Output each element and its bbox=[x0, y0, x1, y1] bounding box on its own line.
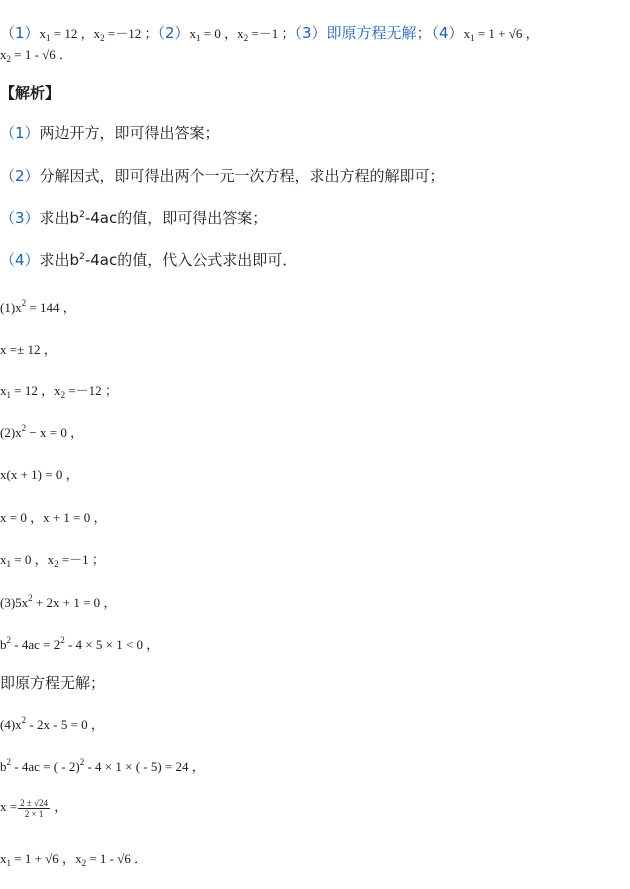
quadratic-fraction: $\frac{2 \pm √24}{2 \times 1}$ bbox=[20, 797, 48, 819]
solution-line-7: $x_1 = 0$ ，$x_2 =-1$ ； bbox=[0, 552, 105, 569]
solution-line-3: $x_1 = 12$ ，$x_2 =-12$ ； bbox=[0, 383, 118, 400]
analysis-step-1 bbox=[0, 122, 220, 143]
solution-line-12: $b^2 - 4ac$ = ( - 2)$^2$ - 4 × 1 × ( - 5) = 24 ， bbox=[0, 757, 205, 774]
solution-line-6: x = 0 ，x + 1 = 0 ， bbox=[0, 510, 107, 525]
answer-x1-var: $x_1 = 12$ ，$x_2 =-12$ ； bbox=[39, 26, 158, 43]
answer-line-2: $x_2 = 1 - √6$ ． bbox=[0, 47, 73, 64]
answer-part-4-x1: $x_1 = 1 + √6$ ， bbox=[463, 26, 539, 43]
solution-line-8: $(3)5x^2 + 2x + 1 = 0$ ， bbox=[0, 593, 117, 610]
step-number: （3） bbox=[0, 209, 40, 227]
step-number: （4） bbox=[0, 251, 40, 269]
step-text: 分解因式，即可得出两个一元一次方程，求出方程的解即可； bbox=[39, 167, 445, 185]
answer-part-2-number: （2） bbox=[157, 24, 190, 42]
analysis-heading: 【解析】 bbox=[0, 84, 61, 102]
solution-line-5: x(x + 1) = 0 ， bbox=[0, 467, 79, 482]
step-text: 求出$b^2-4ac$的值，代入公式求出即可． bbox=[39, 251, 298, 269]
step-number: （2） bbox=[0, 167, 40, 185]
solution-line-13: x = $\frac{2 \pm √24}{2 \times 1}$ ， bbox=[0, 797, 68, 819]
answer-part-4-number: （4） bbox=[431, 24, 464, 42]
answer-line-1 bbox=[0, 22, 539, 43]
answer-part-1-number: （1） bbox=[0, 24, 40, 42]
analysis-step-3 bbox=[0, 207, 267, 228]
solution-line-10: 即原方程无解； bbox=[0, 674, 106, 692]
solution-line-9: $b^2 - 4ac = 2^2 - 4 \times 5 \times 1 < 0$ ， bbox=[0, 635, 160, 652]
solution-line-14: $x_1 = 1 + √6$ ，$x_2 = 1 - √6$ ． bbox=[0, 851, 148, 868]
answer-part-2-values: $x_1 = 0$ ，$x_2 =-1$ ； bbox=[189, 26, 295, 43]
solution-line-4: $(2)x^2 - x = 0$ ， bbox=[0, 423, 84, 440]
analysis-step-4 bbox=[0, 249, 297, 270]
analysis-step-2 bbox=[0, 165, 445, 186]
step-text: 两边开方，即可得出答案； bbox=[39, 124, 220, 142]
step-number: （1） bbox=[0, 124, 40, 142]
answer-part-3-text: （3）即原方程无解； bbox=[294, 24, 432, 42]
solution-line-2: x =± 12 ， bbox=[0, 342, 57, 357]
solution-line-1: $(1)x^2 = 144$ ， bbox=[0, 298, 76, 315]
solution-line-11: $(4)x^2 - 2x - 5 = 0$ ， bbox=[0, 715, 104, 732]
step-text: 求出$b^2-4ac$的值，即可得出答案； bbox=[39, 209, 268, 227]
